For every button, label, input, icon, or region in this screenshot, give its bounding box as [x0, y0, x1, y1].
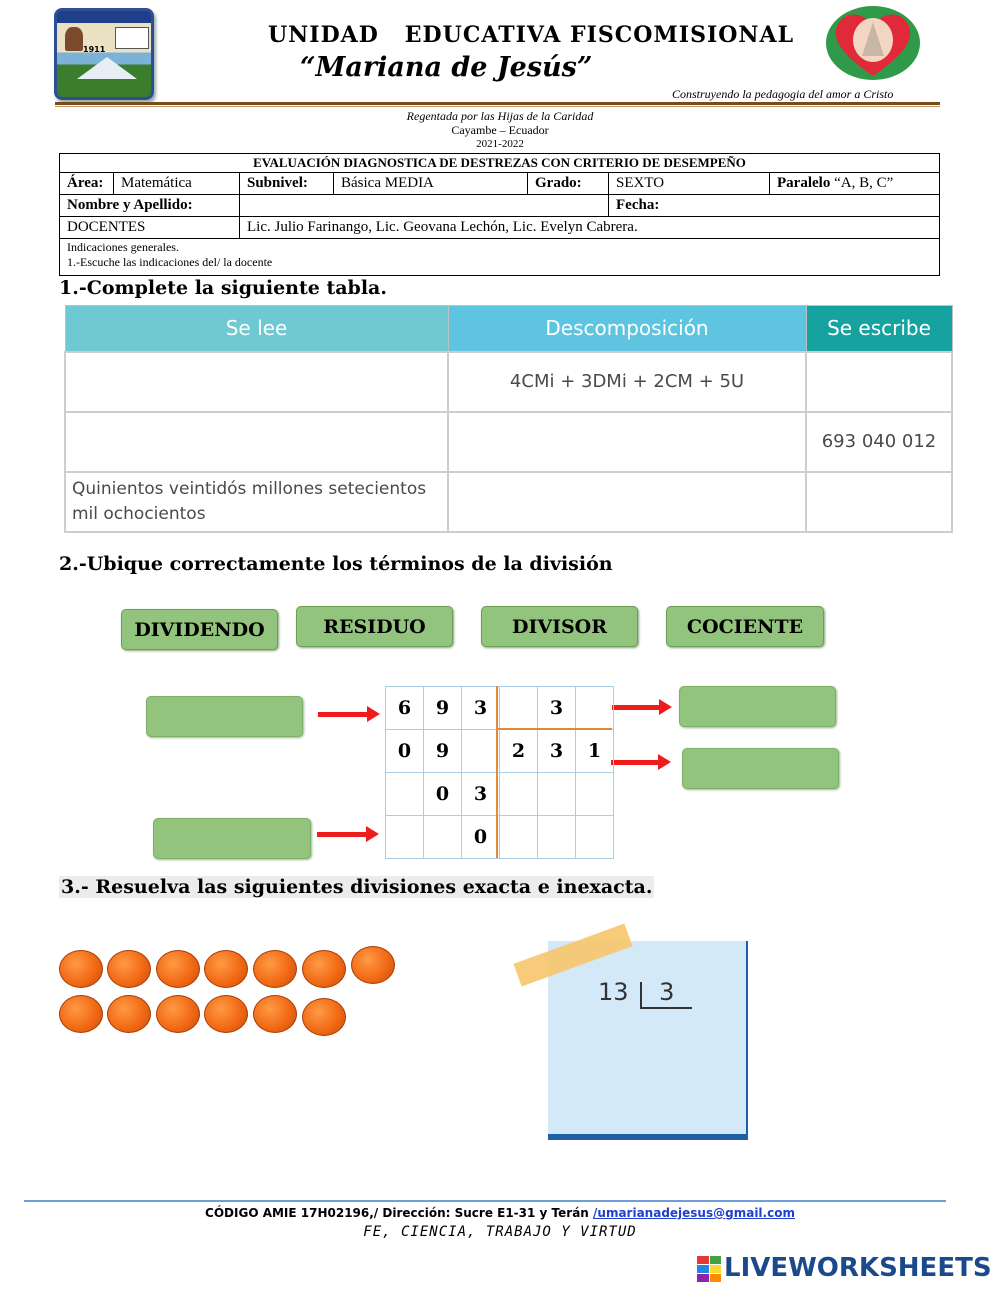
q1-cell-se-escribe-answer[interactable]	[806, 472, 952, 532]
orange-fruit	[156, 950, 200, 988]
drop-slot-left-top[interactable]	[146, 696, 303, 737]
drop-slot-left-bottom[interactable]	[153, 818, 311, 859]
grid-cell: 0	[386, 730, 424, 773]
logo-year: 1911	[83, 45, 106, 54]
grid-cell	[386, 816, 424, 859]
evaluation-title: EVALUACIÓN DIAGNOSTICA DE DESTREZAS CON CRITERIO DE DESEMPEÑO	[60, 154, 940, 173]
liveworksheets-brand[interactable]: LIVEWORKSHEETS	[724, 1253, 992, 1283]
grid-cell: 2	[500, 730, 538, 773]
division-divisor: 3	[659, 978, 675, 1006]
q1-cell-descomposicion-answer[interactable]	[448, 472, 806, 532]
orange-fruit	[204, 995, 248, 1033]
area-value: Matemática	[114, 173, 240, 195]
logo-person-figure	[65, 27, 83, 51]
orange-fruit	[253, 995, 297, 1033]
q1-cell-descomposicion-answer[interactable]	[448, 412, 806, 472]
q1-cell-descomposicion: 4CMi + 3DMi + 2CM + 5U	[448, 352, 806, 412]
grid-cell	[500, 816, 538, 859]
school-emblem-icon	[824, 4, 922, 82]
drop-slot-right-top[interactable]	[679, 686, 836, 727]
table-row	[65, 352, 952, 412]
grid-cell: 9	[424, 687, 462, 730]
term-dividendo-button[interactable]: DIVIDENDO	[121, 609, 278, 650]
subnivel-label: Subnivel:	[240, 173, 334, 195]
division-bracket-horizontal	[640, 1007, 692, 1009]
grid-cell: 9	[424, 730, 462, 773]
q1-header-descomposicion: Descomposición	[448, 306, 806, 352]
arrow-right-icon	[317, 832, 367, 837]
header-divider-thin	[55, 106, 940, 107]
arrow-right-icon	[611, 760, 659, 765]
grid-cell	[576, 816, 614, 859]
orange-fruit	[107, 995, 151, 1033]
orange-fruit	[351, 946, 395, 984]
orange-fruit	[156, 995, 200, 1033]
term-residuo-button[interactable]: RESIDUO	[296, 606, 453, 647]
orange-fruit	[59, 995, 103, 1033]
term-cociente-button[interactable]: COCIENTE	[666, 606, 824, 647]
grid-cell	[500, 773, 538, 816]
q1-cell-se-lee-answer[interactable]	[65, 352, 448, 412]
indicaciones-cell	[60, 239, 940, 276]
grid-cell	[576, 773, 614, 816]
paralelo-value: “A, B, C”	[830, 175, 894, 191]
footer-divider	[24, 1200, 946, 1202]
grid-cell	[386, 773, 424, 816]
grid-cell	[538, 816, 576, 859]
grado-label: Grado:	[528, 173, 609, 195]
q1-cell-se-lee-answer[interactable]	[65, 412, 448, 472]
logo-book-icon	[115, 27, 149, 49]
area-label: Área:	[60, 173, 114, 195]
fecha-cell[interactable]	[609, 195, 940, 217]
footer-address-text: CÓDIGO AMIE 17H02196,/ Dirección: Sucre E1-31 y Terán	[205, 1206, 594, 1220]
paralelo-cell	[770, 173, 940, 195]
table-row	[65, 472, 952, 532]
logo-banner	[57, 11, 151, 23]
grid-cell: 6	[386, 687, 424, 730]
division-grid	[385, 686, 614, 859]
docentes-label: DOCENTES	[60, 217, 240, 239]
q2-title: 2.-Ubique correctamente los términos de la división	[59, 553, 613, 575]
q1-cell-se-lee: Quinientos veintidós millones setecientos mil ochocientos	[65, 472, 448, 532]
drop-slot-right-bottom[interactable]	[682, 748, 839, 789]
term-divisor-button[interactable]: DIVISOR	[481, 606, 638, 647]
orange-fruit	[302, 950, 346, 988]
info-table	[59, 153, 940, 276]
q3-title: 3.- Resuelva las siguientes divisiones exacta e inexacta.	[61, 876, 653, 898]
q1-header-se-lee: Se lee	[65, 306, 448, 352]
orange-fruit	[107, 950, 151, 988]
q1-header-se-escribe: Se escribe	[806, 306, 952, 352]
orange-fruit	[302, 998, 346, 1036]
logo-mountain	[77, 57, 137, 79]
subnivel-value: Básica MEDIA	[334, 173, 528, 195]
q1-cell-se-escribe: 693 040 012	[806, 412, 952, 472]
table-row	[65, 412, 952, 472]
footer-email-link[interactable]: /umarianadejesus@gmail.com	[593, 1206, 795, 1220]
grid-cell: 3	[538, 730, 576, 773]
arrow-right-icon	[318, 712, 368, 717]
division-bracket-horizontal	[497, 728, 612, 730]
docentes-value: Lic. Julio Farinango, Lic. Geovana Lechón, Lic. Evelyn Cabrera.	[240, 217, 940, 239]
arrow-right-icon	[612, 705, 660, 710]
grid-cell	[500, 687, 538, 730]
q1-cell-se-escribe-answer[interactable]	[806, 352, 952, 412]
grid-cell	[462, 730, 500, 773]
school-script-name: “Mariana de Jesús”	[300, 52, 593, 83]
header-divider	[55, 102, 940, 105]
grid-cell: 1	[576, 730, 614, 773]
division-bracket-vertical	[640, 982, 642, 1009]
orange-fruit	[253, 950, 297, 988]
footer-address	[0, 1206, 1000, 1220]
grid-cell: 3	[462, 687, 500, 730]
subtitle-year: 2021-2022	[476, 138, 524, 150]
nombre-field[interactable]	[240, 195, 609, 217]
liveworksheets-logo-icon	[697, 1256, 721, 1282]
grid-cell: 0	[424, 773, 462, 816]
indicaciones-item: 1.-Escuche las indicaciones del/ la docente	[67, 255, 273, 269]
orange-fruit	[59, 950, 103, 988]
division-problem	[598, 978, 674, 1006]
grid-cell: 3	[538, 687, 576, 730]
q1-title: 1.-Complete la siguiente tabla.	[59, 277, 387, 299]
grid-cell: 3	[462, 773, 500, 816]
indicaciones-title: Indicaciones generales.	[67, 240, 179, 254]
grid-cell: 0	[462, 816, 500, 859]
footer-motto: FE, CIENCIA, TRABAJO Y VIRTUD	[363, 1224, 637, 1240]
paralelo-label: Paralelo	[777, 175, 831, 191]
grid-cell	[424, 816, 462, 859]
school-logo	[54, 8, 154, 100]
motto-top: Construyendo la pedagogia del amor a Cristo	[672, 87, 894, 101]
orange-fruit	[204, 950, 248, 988]
subtitle-regentada: Regentada por las Hijas de la Caridad	[406, 109, 594, 123]
fecha-label: Fecha:	[616, 197, 660, 213]
grid-cell	[538, 773, 576, 816]
q1-table	[64, 305, 953, 533]
division-dividend: 13	[598, 978, 629, 1006]
sticky-note	[548, 941, 748, 1140]
nombre-label: Nombre y Apellido:	[60, 195, 240, 217]
school-name: UNIDAD EDUCATIVA FISCOMISIONAL	[268, 22, 795, 48]
subtitle-location: Cayambe – Ecuador	[451, 123, 549, 137]
grid-cell	[576, 687, 614, 730]
division-bracket-vertical	[496, 686, 498, 858]
grado-value: SEXTO	[609, 173, 770, 195]
